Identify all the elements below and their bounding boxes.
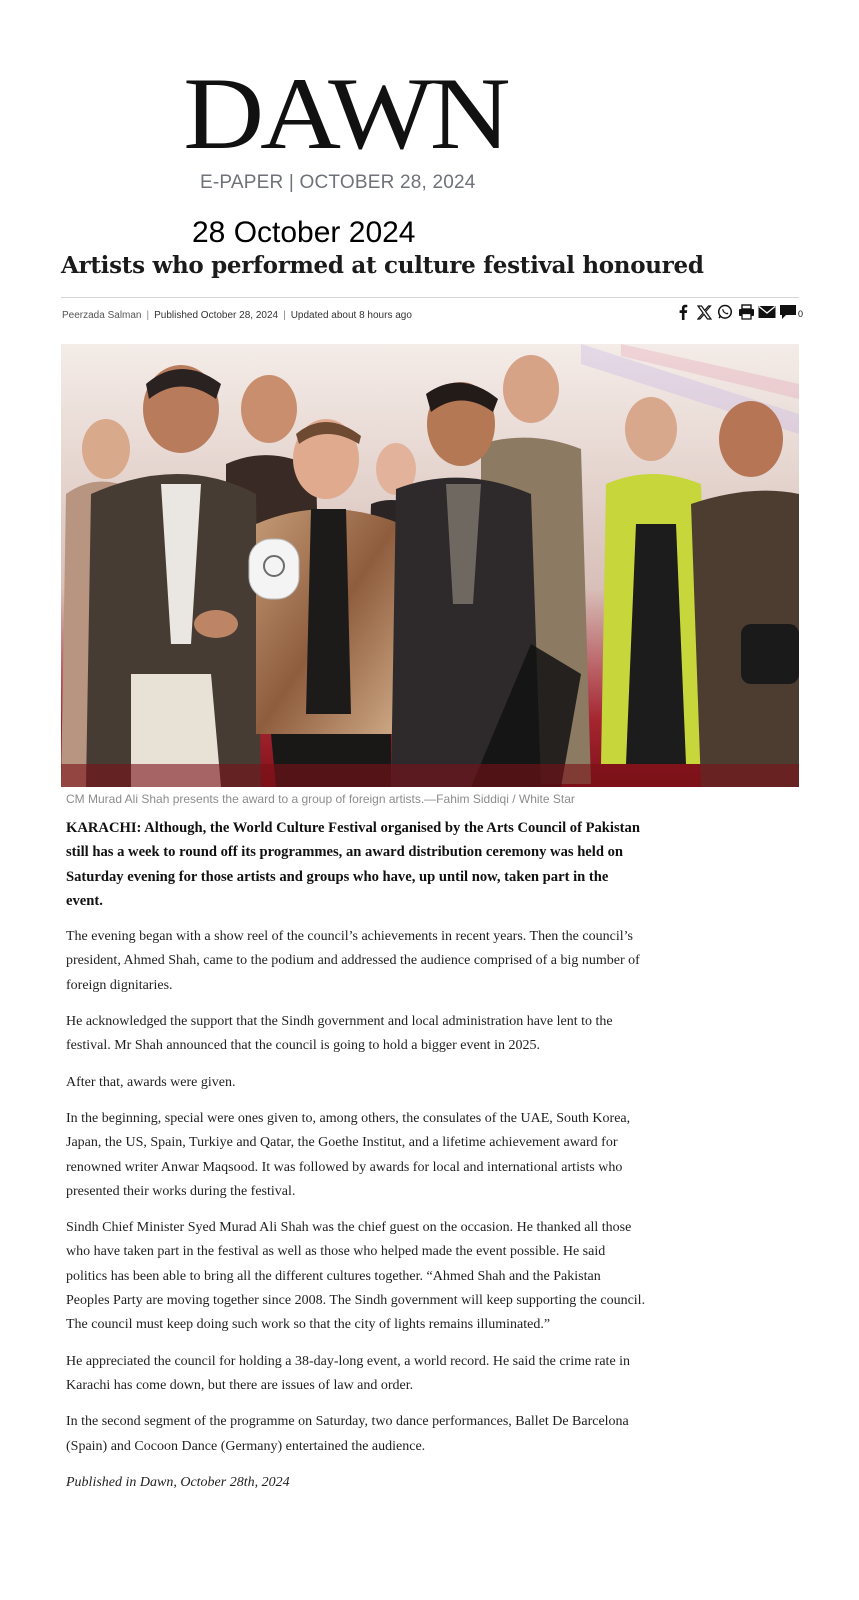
award-ceremony-photo	[61, 344, 799, 787]
body-paragraph: He acknowledged the support that the Sindh government and local administration have lent to the festival. Mr Shah announced that the council is going to hold a bigger event in 2025.	[66, 1014, 613, 1054]
masthead	[160, 58, 530, 170]
byline-separator: |	[146, 310, 150, 321]
body-paragraph: In the second segment of the programme on Saturday, two dance performances, Ballet De Barcelona (Spain) and Cocoon Dance (Germany) entertained the audience.	[66, 1414, 629, 1454]
lead-paragraph: KARACHI: Although, the World Culture Festival organised by the Arts Council of Pakistan still has a week to round off its programmes, an award distribution ceremony was held on Saturday evening for those artists and groups who have, up until now, taken part in the event.	[66, 820, 640, 909]
published-date: Published October 28, 2024	[154, 310, 279, 321]
headline-divider	[61, 297, 799, 298]
body-paragraph: The evening began with a show reel of the council’s achievements in recent years. Then the council’s president, Ahmed Shah, came to the podium and addressed the audience comprised of a big number of foreign dignitaries.	[66, 929, 640, 993]
article-photo	[61, 344, 799, 787]
share-bar	[674, 303, 803, 321]
article-body	[66, 816, 646, 1507]
published-in-footer: Published in Dawn, October 28th, 2024	[66, 1474, 290, 1490]
body-paragraph: He appreciated the council for holding a 38-day-long event, a world record. He said the crime rate in Karachi has come down, but there are issues of law and order.	[66, 1353, 631, 1393]
author-name[interactable]: Peerzada Salman	[62, 310, 142, 321]
epaper-date-line: E-PAPER | OCTOBER 28, 2024	[200, 172, 476, 193]
dawn-logo: DAWN	[183, 56, 507, 172]
facebook-icon[interactable]	[674, 303, 692, 321]
body-paragraph: In the beginning, special were ones given to, among others, the consulates of the UAE, South Korea, Japan, the US, Spain, Turkiye and Qatar, the Goethe Institut, and a lifetime achievement award for renowned writer Anwar Maqsood. It was followed by awards for local and international artists who presented their works during the festival.	[66, 1110, 631, 1199]
comment-count: 0	[798, 309, 804, 319]
x-icon[interactable]	[695, 303, 713, 321]
body-paragraph: Sindh Chief Minister Syed Murad Ali Shah was the chief guest on the occasion. He thanked all those who have taken part in the festival as well as those who helped made the event possible. He said politics has been able to bring all the different cultures together. “Ahmed Shah and the Pakistan Peoples Party are moving together since 2008. The Sindh government will keep supporting the council. The council must keep doing such work so that the city of lights remains illuminated.”	[66, 1220, 646, 1333]
updated-time: Updated about 8 hours ago	[290, 310, 412, 321]
comment-icon[interactable]	[779, 303, 797, 321]
byline	[62, 310, 412, 321]
print-icon[interactable]	[737, 303, 755, 321]
whatsapp-icon[interactable]	[716, 303, 734, 321]
photo-caption: CM Murad Ali Shah presents the award to a group of foreign artists.—Fahim Siddiqi / White Star	[66, 792, 575, 806]
date-stamp: 28 October 2024	[192, 216, 416, 249]
byline-separator: |	[283, 310, 286, 321]
email-icon[interactable]	[758, 303, 776, 321]
article-headline: Artists who performed at culture festival honoured	[61, 252, 704, 279]
body-paragraph: After that, awards were given.	[66, 1074, 236, 1090]
